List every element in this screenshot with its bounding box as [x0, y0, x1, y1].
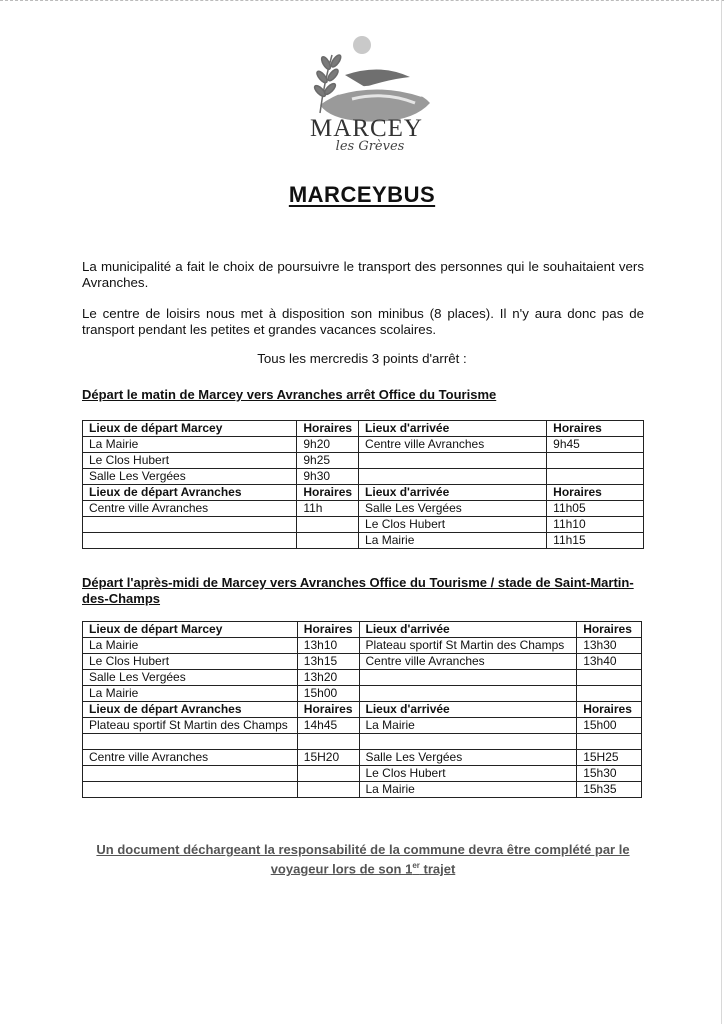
table-cell [359, 670, 577, 686]
table-row [83, 469, 644, 485]
table-header-cell: Horaires [297, 622, 359, 638]
table-row [83, 718, 642, 734]
table-header-cell: Lieux de départ Marcey [83, 421, 297, 437]
morning-schedule-table [82, 420, 644, 549]
table-header-cell: Horaires [577, 622, 642, 638]
section-afternoon-title: Départ l'après-midi de Marcey vers Avranches Office du Tourisme / stade de Saint-Martin-des-Champs [82, 575, 634, 606]
footer-superscript: er [412, 861, 420, 870]
table-row [83, 453, 644, 469]
table-cell: Salle Les Vergées [83, 469, 297, 485]
logo-landscape-icon [290, 33, 440, 123]
logo-subtitle: les Grèves [335, 139, 405, 154]
table-cell: 15h35 [577, 782, 642, 798]
page-title [0, 182, 724, 208]
table-header-cell: Lieux d'arrivée [359, 702, 577, 718]
logo-name: MARCEY [310, 115, 423, 142]
table-row [83, 734, 642, 750]
table-cell: 9h45 [547, 437, 644, 453]
table-cell: 9h25 [297, 453, 359, 469]
table-cell: La Mairie [359, 533, 547, 549]
intro-paragraph-3: Tous les mercredis 3 points d'arrêt : [257, 351, 467, 366]
table-row [83, 782, 642, 798]
table-cell: 13h30 [577, 638, 642, 654]
table-cell: Centre ville Avranches [359, 437, 547, 453]
table-header-row [83, 421, 644, 437]
table-cell: 11h [297, 501, 359, 517]
table-cell: 11h15 [547, 533, 644, 549]
table-header-cell: Lieux de départ Avranches [83, 702, 298, 718]
footer-line-2-end: trajet [419, 861, 456, 877]
table-cell [83, 782, 298, 798]
table-row [83, 517, 644, 533]
table-header-cell: Lieux de départ Avranches [83, 485, 297, 501]
table-cell: Le Clos Hubert [359, 517, 547, 533]
footer-line-2 [82, 858, 644, 877]
table-header-cell: Horaires [297, 485, 359, 501]
table-row [83, 766, 642, 782]
table-cell [359, 469, 547, 485]
table-header-cell: Horaires [577, 702, 642, 718]
table-cell [359, 453, 547, 469]
table-header-row [83, 485, 644, 501]
table-header-cell: Lieux d'arrivée [359, 485, 547, 501]
table-cell: Salle Les Vergées [359, 501, 547, 517]
table-cell [577, 686, 642, 702]
table-cell: 15h30 [577, 766, 642, 782]
scan-right-edge [721, 0, 722, 1024]
table-cell [577, 734, 642, 750]
table-cell: La Mairie [359, 782, 577, 798]
table-row [83, 686, 642, 702]
table-cell [297, 533, 359, 549]
table-cell [83, 766, 298, 782]
intro-paragraph-1: La municipalité a fait le choix de poursuivre le transport des personnes qui le souhaitaient vers Avranches. [82, 259, 644, 290]
table-cell [297, 766, 359, 782]
table-header-cell: Lieux d'arrivée [359, 622, 577, 638]
table-cell: 15H25 [577, 750, 642, 766]
footer-line-2-text: voyageur lors de son 1 [270, 861, 413, 877]
table-cell: La Mairie [83, 437, 297, 453]
footer-notice [82, 842, 644, 877]
table-cell: 13h40 [577, 654, 642, 670]
table-cell [359, 734, 577, 750]
table-row [83, 750, 642, 766]
table-row [83, 501, 644, 517]
section-morning-title: Départ le matin de Marcey vers Avranches arrêt Office du Tourisme [82, 387, 497, 402]
table-cell: 11h05 [547, 501, 644, 517]
table-cell: 11h10 [547, 517, 644, 533]
scan-top-edge [0, 0, 724, 2]
table-cell [297, 734, 359, 750]
table-cell: Plateau sportif St Martin des Champs [83, 718, 298, 734]
table-cell [83, 517, 297, 533]
table-cell [83, 734, 298, 750]
table-header-cell: Horaires [297, 421, 359, 437]
table-cell: 15H20 [297, 750, 359, 766]
table-cell: 15h00 [577, 718, 642, 734]
table-cell: 15h00 [297, 686, 359, 702]
table-cell [547, 453, 644, 469]
table-cell [577, 670, 642, 686]
table-header-cell: Horaires [297, 702, 359, 718]
footer-line-1: Un document déchargeant la responsabilité de la commune devra être complété par le [96, 842, 630, 857]
table-cell: Le Clos Hubert [83, 654, 298, 670]
page-title-text: MARCEYBUS [288, 182, 436, 207]
table-cell: 14h45 [297, 718, 359, 734]
table-row [83, 533, 644, 549]
table-cell: La Mairie [83, 638, 298, 654]
table-header-cell: Horaires [547, 421, 644, 437]
table-row [83, 670, 642, 686]
table-header-row [83, 622, 642, 638]
table-cell: Plateau sportif St Martin des Champs [359, 638, 577, 654]
intro-paragraph-2: Le centre de loisirs nous met à disposition son minibus (8 places). Il n'y aura donc pas de transport pendant les petites et grandes vacances scolaires. [82, 306, 644, 337]
table-cell: Centre ville Avranches [359, 654, 577, 670]
table-cell [359, 686, 577, 702]
table-cell: Centre ville Avranches [83, 750, 298, 766]
table-header-cell: Lieux d'arrivée [359, 421, 547, 437]
table-row [83, 437, 644, 453]
table-cell: Salle Les Vergées [359, 750, 577, 766]
table-cell: 13h20 [297, 670, 359, 686]
table-header-row [83, 702, 642, 718]
table-row [83, 638, 642, 654]
marcey-logo [290, 33, 440, 158]
table-header-cell: Lieux de départ Marcey [83, 622, 298, 638]
table-cell: Le Clos Hubert [359, 766, 577, 782]
table-cell: La Mairie [83, 686, 298, 702]
table-cell: 13h10 [297, 638, 359, 654]
table-cell: 9h20 [297, 437, 359, 453]
table-cell: Le Clos Hubert [83, 453, 297, 469]
table-cell [547, 469, 644, 485]
table-cell [83, 533, 297, 549]
table-cell: La Mairie [359, 718, 577, 734]
table-cell: Centre ville Avranches [83, 501, 297, 517]
table-cell [297, 782, 359, 798]
table-cell: Salle Les Vergées [83, 670, 298, 686]
table-cell: 13h15 [297, 654, 359, 670]
table-cell [297, 517, 359, 533]
table-cell: 9h30 [297, 469, 359, 485]
table-header-cell: Horaires [547, 485, 644, 501]
afternoon-schedule-table [82, 621, 642, 798]
table-row [83, 654, 642, 670]
